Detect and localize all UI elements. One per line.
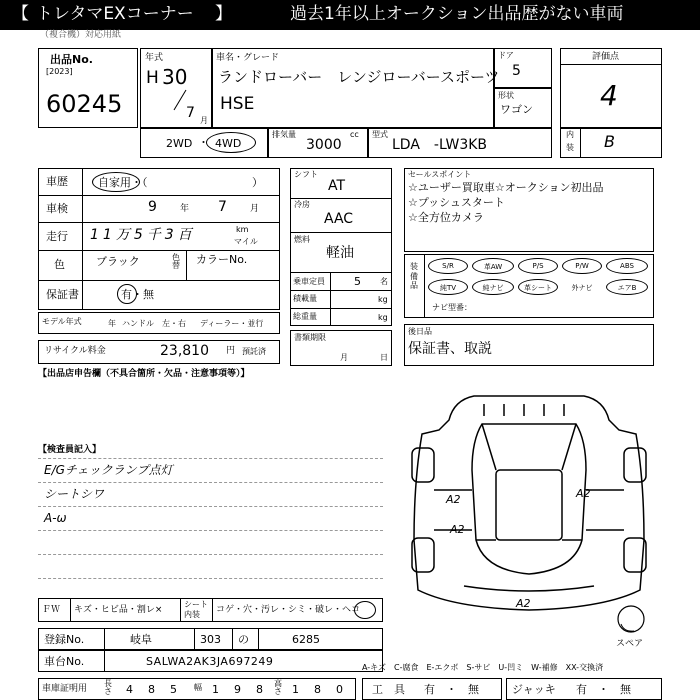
displacement-unit: cc bbox=[350, 130, 359, 139]
spare-tire-icon bbox=[616, 604, 646, 634]
damage-mark-right: A2 bbox=[576, 487, 591, 500]
lot-number: 60245 bbox=[46, 90, 123, 118]
inspection-month-unit: 月 bbox=[250, 204, 260, 214]
mileage-unit-mile: マイル bbox=[234, 237, 258, 246]
navi-model-label: ナビ型番： bbox=[432, 303, 472, 312]
height-label: 高さ bbox=[274, 679, 282, 696]
banner-right-bracket: 】 bbox=[215, 4, 232, 24]
height-digit-2: 8 bbox=[314, 683, 321, 696]
body-type-value: ワゴン bbox=[500, 103, 533, 116]
mileage-unit: km bbox=[236, 225, 249, 234]
equip-ps: P/S bbox=[532, 262, 544, 270]
tools-value: 有 ・ 無 bbox=[424, 683, 479, 696]
recycle-label: リサイクル料金 bbox=[44, 346, 106, 356]
model-info-label: モデル年式 bbox=[42, 317, 82, 326]
inspector-note-2: シートシワ bbox=[44, 487, 105, 501]
lot-label: 出品No. bbox=[50, 53, 93, 66]
length-digit-2: 8 bbox=[148, 683, 155, 696]
fw-label: ＦＷ bbox=[42, 605, 61, 615]
tools-label: 工 具 bbox=[372, 683, 405, 696]
warranty-label: 保証書 bbox=[46, 288, 79, 301]
model-year-label: 年式 bbox=[145, 53, 164, 63]
capacity-unit: 名 bbox=[380, 277, 388, 286]
seller-notes-label: 【出品店申告欄（不具合箇所・欠品・注意事項等）】 bbox=[38, 369, 250, 379]
fuel-label: 燃料 bbox=[294, 235, 310, 244]
banner-left-bracket: 【 bbox=[12, 4, 29, 24]
doc-period-label: 書類期限 bbox=[294, 333, 326, 342]
equip-ext-navi: 外ナビ bbox=[571, 284, 593, 292]
width-digit-2: 9 bbox=[234, 683, 241, 696]
fuel-value: 軽油 bbox=[326, 245, 354, 261]
spare-label: スペア bbox=[616, 639, 644, 649]
doc-period-day-unit: 日 bbox=[380, 353, 388, 362]
fw-text: キズ・ヒビ品・割レ× bbox=[74, 605, 163, 615]
doors-label: ドア bbox=[498, 51, 514, 60]
total-weight-label: 総重量 bbox=[293, 312, 317, 321]
height-digit-3: 0 bbox=[336, 683, 343, 696]
recycle-value: 23,810 bbox=[160, 343, 209, 359]
sales-point-1: ☆ユーザー買取車☆オークション初出品 bbox=[408, 181, 604, 194]
mileage-value: 11万5千3百 bbox=[90, 227, 196, 243]
inspector-label: 【検査員記入】 bbox=[38, 445, 102, 455]
recycle-note: 預託済 bbox=[242, 347, 266, 356]
registration-kana: の bbox=[238, 633, 249, 646]
jack-label: ジャッキ bbox=[512, 683, 556, 696]
doc-period-unit: 月 bbox=[340, 353, 348, 362]
car-history-label: 車歴 bbox=[46, 175, 68, 188]
car-name-label: 車名・グレード bbox=[216, 53, 280, 63]
banner-description: 過去1年以上オークション出品歴がない車両 bbox=[290, 4, 624, 24]
car-history-value: 自家用・（ bbox=[98, 176, 148, 189]
recycle-unit: 円 bbox=[226, 346, 236, 356]
body-type-label: 形状 bbox=[498, 91, 514, 100]
equip-sr: S/R bbox=[442, 262, 454, 270]
sales-point-2: ☆プッシュスタート bbox=[408, 196, 505, 209]
sales-points-label: セールスポイント bbox=[408, 170, 472, 179]
drive-separator: ・ bbox=[198, 136, 209, 149]
length-digit-3: 5 bbox=[170, 683, 177, 696]
car-history-close: ） bbox=[252, 176, 263, 189]
capacity-value: 5 bbox=[354, 275, 361, 288]
damage-legend: A-キズ C-腐食 E-エクボ S-サビ U-凹ミ W-補修 XX-交換済 bbox=[362, 663, 604, 672]
registration-number: 6285 bbox=[292, 633, 320, 646]
car-grade: HSE bbox=[220, 94, 255, 114]
model-code-label: 型式 bbox=[372, 130, 388, 139]
capacity-label: 乗車定員 bbox=[293, 277, 325, 286]
drive-2wd: 2WD bbox=[166, 137, 193, 150]
interior-label-2: 装 bbox=[566, 143, 574, 152]
registration-class: 303 bbox=[200, 633, 221, 646]
equip-leather-aw: 革AW bbox=[483, 263, 503, 271]
model-year-era: H bbox=[146, 68, 159, 88]
ac-value: AAC bbox=[324, 211, 354, 227]
seat-text: コゲ・穴・汚レ・シミ・破レ・ヘコ bbox=[216, 605, 361, 615]
inspection-label: 車検 bbox=[46, 202, 68, 215]
chassis-label: 車台No. bbox=[44, 655, 85, 668]
inspection-year: 9 bbox=[148, 199, 157, 215]
interior-value: B bbox=[604, 132, 615, 151]
equip-pw: P/W bbox=[575, 262, 589, 270]
jack-value: 有 ・ 無 bbox=[576, 683, 631, 696]
model-year-month: 7 bbox=[186, 105, 195, 121]
model-code-value: LDA -LW3KB bbox=[392, 137, 488, 153]
ac-label: 冷房 bbox=[294, 200, 310, 209]
equip-navi: 純ナビ bbox=[482, 284, 504, 292]
load-label: 積載量 bbox=[293, 294, 317, 303]
car-damage-diagram bbox=[404, 390, 654, 620]
inspection-year-unit: 年 bbox=[180, 204, 190, 214]
equipment-label: 装備品 bbox=[410, 262, 418, 291]
load-unit: kg bbox=[378, 295, 388, 304]
car-name: ランドローバー レンジローバースポーツ bbox=[218, 68, 500, 86]
seat-label: シート内装 bbox=[184, 600, 208, 619]
drive-4wd: 4WD bbox=[215, 137, 242, 150]
seat-mark-circle bbox=[354, 601, 376, 619]
registration-area: 岐阜 bbox=[130, 633, 152, 646]
dealer-label: ディーラー・並行 bbox=[200, 319, 264, 328]
score-value: 4 bbox=[600, 79, 618, 112]
color-change-label: 色替 bbox=[172, 253, 180, 270]
width-digit-3: 8 bbox=[256, 683, 263, 696]
shift-value: AT bbox=[328, 178, 346, 194]
lot-year-stamp: [2023] bbox=[46, 67, 73, 76]
inspector-note-3: A-ω bbox=[44, 511, 67, 525]
top-note: （複合機）対応用紙 bbox=[40, 30, 122, 40]
width-digit-1: 1 bbox=[212, 683, 219, 696]
equip-abs: ABS bbox=[620, 262, 634, 270]
dimensions-label: 車庫証明用 bbox=[42, 684, 88, 694]
damage-mark-left-rear: A2 bbox=[450, 523, 465, 536]
color-value: ブラック bbox=[96, 255, 140, 268]
doors-value: 5 bbox=[512, 63, 521, 79]
height-digit-1: 1 bbox=[292, 683, 299, 696]
inspection-month: 7 bbox=[218, 199, 227, 215]
length-label: 長さ bbox=[104, 679, 112, 696]
warranty-value: 有・無 bbox=[121, 288, 154, 301]
banner-corner-name: トレタマEXコーナー bbox=[36, 4, 194, 24]
model-year-month-label: 月 bbox=[200, 116, 208, 125]
length-digit-1: 4 bbox=[126, 683, 133, 696]
equip-airbag: エアB bbox=[617, 284, 637, 292]
registration-label: 登録No. bbox=[44, 633, 85, 646]
color-label: 色 bbox=[54, 258, 65, 271]
equip-leather-seat: 革シート bbox=[524, 284, 552, 292]
equip-tv: 純TV bbox=[439, 284, 457, 292]
score-label: 評価点 bbox=[592, 52, 620, 62]
handle-label: ハンドル 左・右 bbox=[122, 319, 186, 328]
model-year-unit: 年 bbox=[108, 319, 116, 328]
model-year-value: 30 bbox=[162, 65, 188, 89]
width-label: 幅 bbox=[194, 683, 202, 692]
damage-mark-left: A2 bbox=[446, 493, 461, 506]
inspector-note-1: E/Gチェックランプ点灯 bbox=[44, 463, 173, 477]
color-no-label: カラーNo. bbox=[196, 253, 248, 266]
damage-mark-rear: A2 bbox=[516, 597, 531, 610]
remarks-label: 後日品 bbox=[408, 327, 432, 336]
sales-point-3: ☆全方位カメラ bbox=[408, 211, 484, 224]
displacement-value: 3000 bbox=[306, 137, 342, 153]
displacement-label: 排気量 bbox=[272, 130, 296, 139]
interior-label-1: 内 bbox=[566, 130, 574, 139]
remarks-value: 保証書、取説 bbox=[408, 341, 492, 357]
chassis-value: SALWA2AK3JA697249 bbox=[146, 655, 274, 668]
shift-label: シフト bbox=[294, 170, 318, 179]
mileage-label: 走行 bbox=[46, 230, 68, 243]
total-weight-unit: kg bbox=[378, 313, 388, 322]
